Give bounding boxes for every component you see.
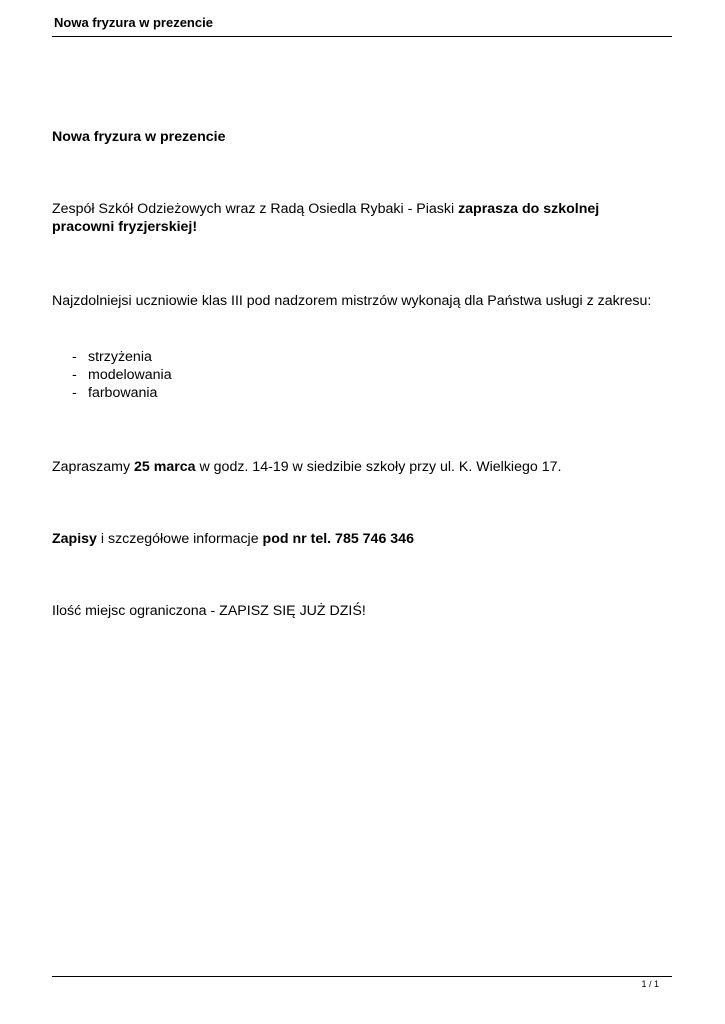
intro-paragraph <box>52 200 652 236</box>
services-list <box>52 348 682 402</box>
list-item <box>52 384 682 402</box>
event-date: 25 marca <box>134 459 196 475</box>
dash-bullet: - <box>72 385 77 401</box>
date-paragraph <box>52 458 682 476</box>
list-item <box>52 366 682 384</box>
contact-paragraph <box>52 530 682 548</box>
date-details: w godz. 14-19 w siedzibie szkoły przy ul. K. Wielkiego 17. <box>195 459 562 475</box>
intro-invitation: zaprasza do szkolnej pracowni fryzjerskiej! <box>52 201 600 235</box>
header-title: Nowa fryzura w prezencie <box>54 15 213 30</box>
intro-text: Zespół Szkół Odzieżowych wraz z Radą Osiedla Rybaki - Piaski <box>52 201 459 217</box>
page-number: 1 / 1 <box>641 979 659 989</box>
dash-bullet: - <box>72 367 77 383</box>
service-label: strzyżenia <box>88 349 152 365</box>
footer-divider <box>52 976 672 977</box>
contact-text: i szczegółowe informacje <box>96 531 263 547</box>
page-header <box>52 14 672 37</box>
closing-paragraph: Ilość miejsc ograniczona - ZAPISZ SIĘ JUŻ DZIŚ! <box>52 603 366 619</box>
services-lead: Najzdolniejsi uczniowie klas III pod nadzorem mistrzów wykonają dla Państwa usługi z zakresu: <box>52 293 652 309</box>
date-prefix: Zapraszamy <box>52 459 134 475</box>
dash-bullet: - <box>72 349 77 365</box>
article-title: Nowa fryzura w prezencie <box>52 129 226 145</box>
signup-label: Zapisy <box>52 531 97 547</box>
list-item <box>52 348 682 366</box>
phone-number: pod nr tel. 785 746 346 <box>262 531 414 547</box>
service-label: modelowania <box>88 367 172 383</box>
service-label: farbowania <box>88 385 158 401</box>
